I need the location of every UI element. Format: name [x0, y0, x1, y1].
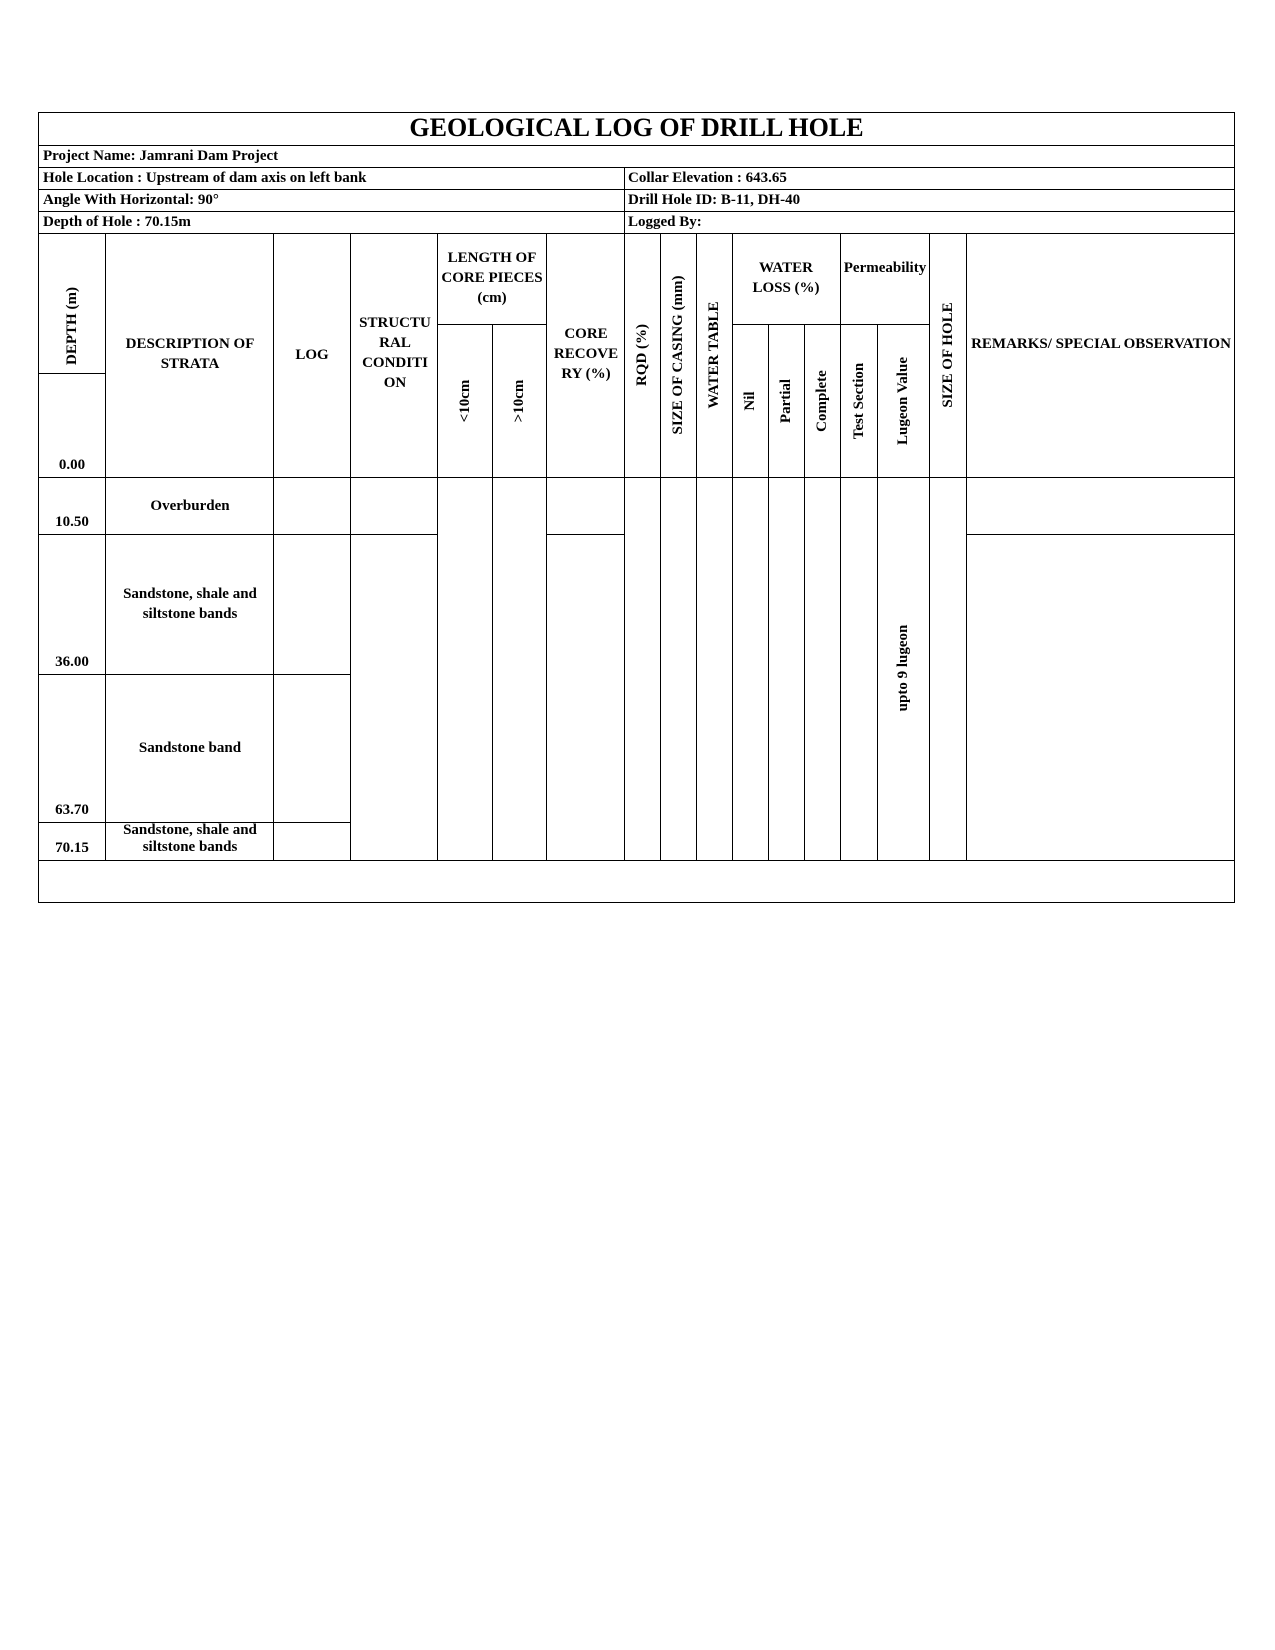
- column-divider: [696, 233, 697, 860]
- water-loss-header: WATER LOSS (%): [752, 260, 820, 296]
- column-divider: [273, 233, 274, 860]
- column-divider: [105, 233, 106, 860]
- header-bottom: [38, 477, 1235, 478]
- strata-description: Sandstone, shale and siltstone bands: [123, 586, 257, 622]
- column-divider: [768, 324, 769, 860]
- group-header-divider: [732, 324, 929, 325]
- depth-of-hole: Depth of Hole : 70.15m: [43, 214, 191, 230]
- depth-header: DEPTH (m): [64, 287, 80, 365]
- casing-header: SIZE OF CASING (mm): [670, 275, 686, 435]
- project-name: Project Name: Jamrani Dam Project: [43, 148, 279, 164]
- header-divider: [624, 167, 625, 233]
- water-table-header: WATER TABLE: [706, 301, 722, 409]
- partial-header: Partial: [778, 378, 794, 424]
- page-title: GEOLOGICAL LOG OF DRILL HOLE: [409, 113, 864, 142]
- remarks-header: REMARKS/ SPECIAL OBSERVATION: [971, 336, 1231, 352]
- permeability-header: Permeability: [843, 260, 927, 276]
- column-divider: [624, 233, 625, 860]
- complete-header: Complete: [814, 370, 830, 432]
- column-divider: [492, 324, 493, 860]
- strata-description: Sandstone, shale and siltstone bands: [123, 822, 257, 855]
- hole-size-header: SIZE OF HOLE: [940, 302, 956, 408]
- column-divider: [437, 233, 438, 860]
- drill-hole-id: Drill Hole ID: B-11, DH-40: [628, 192, 801, 208]
- header-divider: [38, 233, 1235, 234]
- core-recovery-header: CORE RECOVE RY (%): [553, 326, 619, 382]
- lugeon-value: upto 9 lugeon: [895, 624, 911, 712]
- lt10-header: <10cm: [457, 379, 473, 423]
- lugeon-value-header: Lugeon Value: [895, 357, 911, 445]
- start-depth: 0.00: [58, 457, 86, 473]
- row-divider: [966, 534, 1235, 535]
- group-header-divider: [437, 324, 546, 325]
- angle-with-horizontal: Angle With Horizontal: 90°: [43, 192, 219, 208]
- column-divider: [877, 324, 878, 860]
- body-bottom: [38, 860, 1235, 861]
- strata-description: Sandstone band: [138, 740, 242, 756]
- collar-elevation: Collar Elevation : 643.65: [628, 170, 787, 186]
- test-section-header: Test Section: [851, 362, 867, 440]
- column-divider: [966, 233, 967, 860]
- column-divider: [660, 233, 661, 860]
- row-divider: [38, 674, 350, 675]
- structural-condition-header: STRUCTU RAL CONDITI ON: [359, 315, 431, 391]
- depth-value: 36.00: [55, 654, 89, 670]
- logged-by: Logged By:: [628, 214, 702, 230]
- nil-header: Nil: [742, 391, 758, 411]
- column-divider: [929, 233, 930, 860]
- log-header: LOG: [295, 347, 329, 363]
- row-divider: [38, 534, 437, 535]
- depth-value: 10.50: [55, 514, 89, 530]
- column-divider: [732, 233, 733, 860]
- strata-description: Overburden: [150, 498, 230, 514]
- hole-location: Hole Location : Upstream of dam axis on left bank: [43, 170, 367, 186]
- column-divider: [546, 233, 547, 860]
- depth-header-divider: [38, 373, 105, 374]
- column-divider: [804, 324, 805, 860]
- row-divider: [546, 534, 624, 535]
- gt10-header: >10cm: [511, 379, 527, 423]
- column-divider: [350, 233, 351, 860]
- depth-value: 70.15: [55, 840, 89, 856]
- description-header: DESCRIPTION OF STRATA: [125, 336, 255, 372]
- column-divider: [840, 233, 841, 860]
- depth-value: 63.70: [55, 802, 89, 818]
- rqd-header: RQD (%): [634, 323, 650, 387]
- core-length-header: LENGTH OF CORE PIECES (cm): [441, 250, 543, 306]
